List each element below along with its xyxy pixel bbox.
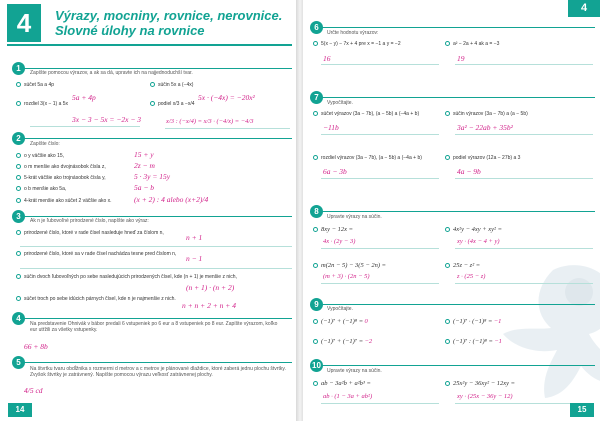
answer-text: 5 · 3y = 15y xyxy=(134,172,171,181)
bullet-icon xyxy=(445,319,450,324)
answer-line xyxy=(455,64,593,65)
answer-text: 5a − b xyxy=(134,183,155,192)
bullet-icon xyxy=(313,263,318,268)
bullet-icon xyxy=(313,227,318,232)
bullet-icon xyxy=(16,82,21,87)
answer-line xyxy=(321,248,439,249)
answer-text: 66 + 8b xyxy=(24,342,48,351)
answer-text: 3x − 3 − 5x = −2x − 3 xyxy=(72,115,142,124)
exercise-badge: 8 xyxy=(310,205,323,218)
exercise-item: súčet 5a a 4p xyxy=(16,82,54,88)
answer-line xyxy=(455,134,593,135)
exercise-badge: 3 xyxy=(12,210,25,223)
bullet-icon xyxy=(445,381,450,386)
exercise-item: súčet troch po sebe idúcich párnych čísel, kde n je najmenšie z nich. xyxy=(16,296,176,302)
exercise-instruction: Ak n je ľubovoľné prirodzené číslo, napíšte ako výraz: xyxy=(30,218,149,224)
section-rule xyxy=(20,68,292,69)
exercise-item: (−1)⁷ + (−1)⁷ = −2 xyxy=(313,338,372,346)
exercise-item: a² − 2a + 4 ak a = −3 xyxy=(445,41,499,47)
bullet-icon xyxy=(16,101,21,106)
bullet-icon xyxy=(445,227,450,232)
answer-text: n + n + 2 + n + 4 xyxy=(182,301,236,310)
section-rule xyxy=(20,138,292,139)
exercise-item: 5-krát väčšie ako trojnásobok čísla y, xyxy=(16,175,106,181)
exercise-item: 5(x − y) − 7x + 4 pre x = −1 a y = −2 xyxy=(313,41,401,47)
chapter-title-line2: Slovné úlohy na rovnice xyxy=(55,23,205,38)
exercise-item: o y väčšie ako 15, xyxy=(16,153,64,159)
answer-text: −1 xyxy=(494,338,502,345)
exercise-item: podiel x/3 a −x/4 xyxy=(150,101,195,107)
answer-text: n + 1 xyxy=(186,233,203,242)
left-page xyxy=(0,0,298,421)
answer-text: (n + 1) · (n + 2) xyxy=(186,283,235,292)
exercise-item: rozdiel 3(x − 1) a 5x xyxy=(16,101,68,107)
page-number: 15 xyxy=(570,403,594,417)
exercise-badge: 1 xyxy=(12,62,25,75)
answer-text: ab · (1 − 3a + ab²) xyxy=(323,393,373,400)
chapter-title xyxy=(55,8,285,38)
answer-line xyxy=(455,283,593,284)
exercise-instruction: Zapíšte pomocou výrazov, a ak sa dá, upravte ich na najjednoduchší tvar. xyxy=(30,70,193,76)
exercise-item: 8xy − 12x = xyxy=(313,226,353,233)
section-rule xyxy=(317,304,595,305)
bullet-icon xyxy=(313,339,318,344)
exercise-instruction: Upravte výrazy na súčin. xyxy=(327,368,382,374)
exercise-item: (−1)⁷ : (−1)⁸ = −1 xyxy=(445,338,502,346)
bullet-icon xyxy=(150,101,155,106)
exercise-item: (−1)⁷ · (−1)⁸ = −1 xyxy=(445,318,501,326)
exercise-badge: 2 xyxy=(12,132,25,145)
bullet-icon xyxy=(16,164,21,169)
exercise-item: ab − 3a²b + a²b³ = xyxy=(313,380,371,387)
answer-text: 2z − m xyxy=(134,161,155,170)
answer-text: 5a + 4p xyxy=(72,93,96,102)
exercise-badge: 6 xyxy=(310,21,323,34)
answer-text: (m + 3) · (2n − 5) xyxy=(323,273,370,280)
answer-text: n − 1 xyxy=(186,254,203,263)
exercise-item: prirodzené číslo, ktoré sa v rade čísel nachádza tesne pred číslom n, xyxy=(16,251,176,257)
chapter-title-line1: Výrazy, mocniny, rovnice, nerovnice. xyxy=(55,8,283,23)
answer-line xyxy=(30,126,140,127)
exercise-instruction: Vypočítajte. xyxy=(327,306,353,312)
bullet-icon xyxy=(16,251,21,256)
answer-text: x/3 : (−x/4) = x/3 · (−4/x) = −4/3 xyxy=(166,118,254,125)
bullet-icon xyxy=(16,175,21,180)
answer-text: 16 xyxy=(323,54,331,63)
answer-text: 3a² − 22ab + 35b² xyxy=(457,123,513,132)
exercise-item: súčin 5x a (−4x) xyxy=(150,82,193,88)
answer-text: 5x · (−4x) = −20x² xyxy=(198,93,255,102)
bullet-icon xyxy=(445,155,450,160)
bullet-icon xyxy=(313,111,318,116)
exercise-instruction: Vypočítajte. xyxy=(327,100,353,106)
answer-text: 4a − 9b xyxy=(457,167,481,176)
exercise-instruction: Na štvrtku tvaru obdĺžnika s rozmermi d metrov a c metrov je plánované dlaždice, ktoré zaberá jednu plochu štvrtky. Zvyšok štvrtky je zatrávnený. Napíšte pomocou výrazu veľkosť zatrávnenej plochy. xyxy=(30,366,286,378)
section-rule xyxy=(20,216,292,217)
answer-text: 4x · (2y − 3) xyxy=(323,238,356,245)
bullet-icon xyxy=(445,339,450,344)
answer-line xyxy=(455,178,593,179)
exercise-item: súčin výrazov (3a − 7b) a (a − 5b) xyxy=(445,111,528,117)
exercise-item: 25z − z² = xyxy=(445,262,480,269)
answer-text: (x + 2) : 4 alebo (x+2)/4 xyxy=(134,195,209,204)
exercise-item: 25x²y − 36xy² − 12xy = xyxy=(445,380,515,387)
chapter-number: 4 xyxy=(7,4,41,42)
exercise-item: o m menšie ako dvojnásobok čísla z, xyxy=(16,164,106,170)
exercise-item: súčet výrazov (3a − 7b), (a − 5b) a (−4a + b) xyxy=(313,111,419,117)
bullet-icon xyxy=(445,111,450,116)
answer-text: 4/5 cd xyxy=(24,386,43,395)
section-rule xyxy=(317,97,595,98)
exercise-item: m(2n − 5) − 3(5 − 2n) = xyxy=(313,262,386,269)
exercise-item: podiel výrazov (12a − 27b) a 3 xyxy=(445,155,520,161)
bullet-icon xyxy=(16,198,21,203)
exercise-item: 4x²y − 4xy + xy² = xyxy=(445,226,502,233)
bullet-icon xyxy=(313,41,318,46)
exercise-badge: 9 xyxy=(310,298,323,311)
answer-text: −1 xyxy=(493,318,502,325)
answer-line xyxy=(321,403,439,404)
answer-text: −11b xyxy=(323,123,339,132)
bullet-icon xyxy=(16,230,21,235)
bullet-icon xyxy=(313,381,318,386)
bullet-icon xyxy=(313,155,318,160)
exercise-badge: 10 xyxy=(310,359,323,372)
answer-text: xy · (4x − 4 + y) xyxy=(457,238,500,245)
exercise-item: súčin dvoch ľubovoľných po sebe nasledujúcich prirodzených čísel, kde (n + 1) je menšie z nich, xyxy=(16,274,237,280)
section-rule xyxy=(20,318,292,319)
answer-line xyxy=(321,283,439,284)
bullet-icon xyxy=(445,263,450,268)
answer-line xyxy=(321,64,439,65)
exercise-item: (−1)⁷ + (−1)⁸ = 0 xyxy=(313,318,368,326)
exercise-item: prirodzené číslo, ktoré v rade čísel nasleduje hneď za číslom n, xyxy=(16,230,164,236)
answer-text: 6a − 3b xyxy=(323,167,347,176)
answer-line xyxy=(20,246,292,247)
exercise-badge: 5 xyxy=(12,356,25,369)
answer-text: z · (25 − z) xyxy=(457,273,486,280)
exercise-instruction: Zapíšte číslo: xyxy=(30,141,60,147)
answer-text: −2 xyxy=(364,338,373,345)
section-rule xyxy=(317,27,595,28)
answer-text: 0 xyxy=(364,318,368,325)
exercise-item: 4-krát menšie ako súčet 2 väčšie ako x. xyxy=(16,198,112,204)
answer-text: xy · (25x − 36y − 12) xyxy=(457,393,513,400)
bullet-icon xyxy=(16,274,21,279)
exercise-instruction: Upravte výrazy na súčin. xyxy=(327,214,382,220)
bullet-icon xyxy=(445,41,450,46)
bullet-icon xyxy=(313,319,318,324)
section-rule xyxy=(317,211,595,212)
page-number: 14 xyxy=(8,403,32,417)
bullet-icon xyxy=(150,82,155,87)
answer-line xyxy=(165,128,290,129)
exercise-instruction: Určte hodnotu výrazov: xyxy=(327,30,379,36)
exercise-item: o b menšie ako 5a, xyxy=(16,186,66,192)
answer-line xyxy=(20,268,292,269)
right-page xyxy=(303,0,600,421)
exercise-badge: 4 xyxy=(12,312,25,325)
answer-text: 15 + y xyxy=(134,150,154,159)
exercise-instruction: Na predstavenie Ohnivák v bábor predali 6 vstupeniek po 6 eur a 8 vstupeniek po 8 eur. Zapíšte výrazom, koľko eur utŕžili za všetky vstupenky. xyxy=(30,321,278,333)
answer-text: 19 xyxy=(457,54,465,63)
section-rule xyxy=(20,362,292,363)
bullet-icon xyxy=(16,296,21,301)
answer-line xyxy=(455,248,593,249)
chapter-tab: 4 xyxy=(568,0,600,17)
mascot-figure-icon xyxy=(493,250,600,400)
bullet-icon xyxy=(16,186,21,191)
answer-line xyxy=(321,134,439,135)
bullet-icon xyxy=(16,153,21,158)
answer-line xyxy=(321,178,439,179)
section-rule xyxy=(317,365,595,366)
exercise-item: rozdiel výrazov (3a − 7b), (a − 5b) a (−4a + b) xyxy=(313,155,422,161)
exercise-badge: 7 xyxy=(310,91,323,104)
title-underline xyxy=(7,44,292,46)
